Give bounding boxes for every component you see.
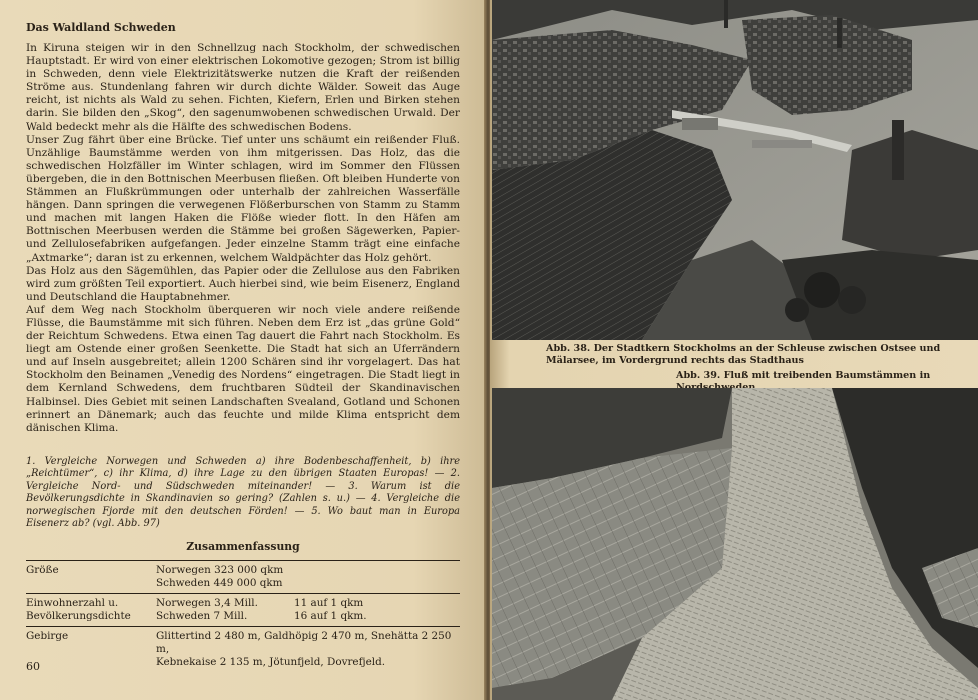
summary-label: Einwohnerzahl u. Bevölkerungsdichte xyxy=(26,597,131,622)
summary-value: Norwegen 323 000 qkm xyxy=(156,564,284,576)
summary-value: Kebnekaise 2 135 m, Jötunfjeld, Dovrefjeld. xyxy=(156,655,386,668)
section-title: Das Waldland Schweden xyxy=(26,21,176,34)
exercises: 1. Vergleiche Norwegen und Schweden a) ihre Bodenbeschaffenheit, b) ihre „Reichtümer“, c) ihr Klima, d) ihre Lage zu den übrigen Staaten Europas! — 2. Vergleiche Nord- und Südschweden miteinander! — 3. Warum ist die Bevölkerungsdichte in Skandinavien so gering? (Zahlen s. u.) — 4. Vergleiche die norwegischen Fjorde mit den deutschen Förden! — 5. Wo baut man in Europa Eisenerz ab? (vgl. Abb. 97) xyxy=(26,456,460,530)
figure-38-caption: Abb. 38. Der Stadtkern Stockholms an der Schleuse zwischen Ostsee und Mälarsee, im Vordergrund rechts das Stadthaus xyxy=(546,343,941,367)
summary-value: Glittertind 2 480 m, Galdhöpig 2 470 m, Snehätta 2 250 m, xyxy=(156,630,452,655)
summary-row-population xyxy=(26,593,460,626)
summary-row-size xyxy=(26,560,460,593)
paragraph: In Kiruna steigen wir in den Schnellzug nach Stockholm, der schwedischen Hauptstadt. Er wird von einer elektrischen Lokomotive gezogen; Strom ist billig in Schweden, denn viele Elektrizitätswerke nutzen die Kraft der reißenden Ströme aus. Stundenlang fahren wir durch dichte Wälder. Soweit das Auge reicht, ist nichts als Wald zu sehen. Fichten, Kiefern, Erlen und Birken stehen darin. Sie bilden den „Skog“, den sagenumwobenen schwedischen Urwald. Der Wald bedeckt mehr als die Hälfte des schwedischen Bodens. xyxy=(26,42,460,133)
river-logs-photo xyxy=(492,388,978,700)
summary-values xyxy=(156,597,460,622)
left-page xyxy=(0,0,486,700)
summary-table xyxy=(26,560,460,672)
page-number: 60 xyxy=(26,660,40,673)
figure-39-caption: Abb. 39. Fluß mit treibenden Baumstämmen in xyxy=(676,370,931,381)
summary-value: 16 auf 1 qkm. xyxy=(294,609,367,622)
summary-row-mountains xyxy=(26,626,460,672)
stockholm-aerial-photo xyxy=(492,0,978,340)
summary-value: Schweden 449 000 qkm xyxy=(156,576,283,589)
summary-value: Schweden 7 Mill. xyxy=(156,609,248,622)
paragraph: Unser Zug fährt über eine Brücke. Tief unter uns schäumt ein reißender Fluß. Unzählige Baumstämme werden von ihm mitgerissen. Das Holz, das die schwedischen Holzfäller im Winter schlagen, wird im Sommer den Flüssen übergeben, die in den Bottnischen Meerbusen fließen. Oft bleiben Hunderte von Stämmen an Flußkrümmungen oder unterhalb der zahlreichen Wasserfälle hängen. Dann springen die verwegenen Flößerburschen von Stamm zu Stamm und machen mit langen Haken die Flöße wieder flott. In den Häfen am Bottnischen Meerbusen werden die Stämme bei großen Sägewerken, Papier- und Zellulosefabriken aufgefangen. Jeder einzelne Stamm trägt eine einfache „Axtmarke“; daran ist zu erkennen, welchem Waldpächter das Holz gehört. xyxy=(26,133,460,264)
summary-values xyxy=(156,564,460,589)
paragraph: Das Holz aus den Sägemühlen, das Papier oder die Zellulose aus den Fabriken wird zum größten Teil exportiert. Auch hierbei sind, wie beim Eisenerz, England und Deutschland die Hauptabnehmer. xyxy=(26,264,460,303)
body-text xyxy=(26,42,460,435)
summary-value: 11 auf 1 qkm xyxy=(294,597,364,610)
paragraph: Auf dem Weg nach Stockholm überqueren wir noch viele andere reißende Flüsse, die Baumstämme mit sich führen. Neben dem Erz ist „das grüne Gold“ der Reichtum Schwedens. Etwa einen Tag dauert die Fahrt nach Stockholm. Es liegt am Ostende einer großen Seenkette. Die Stadt hat sich an Uferrändern und auf Inseln ausgebreitet; allein 1200 Schären sind ihr vorgelagert. Das hat Stockholm den Beinamen „Venedig des Nordens“ eingetragen. Die Stadt liegt in dem Kernland Schwedens, dem fruchtbaren Südteil der Skandinavischen Halbinsel. Dies Gebiet mit seinen Landschaften Svealand, Gotland und Schonen erinnert an Dänemark; auch das feuchte und milde Klima entspricht dem dänischen Klima. xyxy=(26,303,460,434)
summary-value: Norwegen 3,4 Mill. xyxy=(156,597,258,610)
summary-label: Größe xyxy=(26,564,59,576)
summary-label: Gebirge xyxy=(26,630,69,643)
summary-title: Zusammenfassung xyxy=(186,540,300,553)
summary-values xyxy=(156,630,460,668)
